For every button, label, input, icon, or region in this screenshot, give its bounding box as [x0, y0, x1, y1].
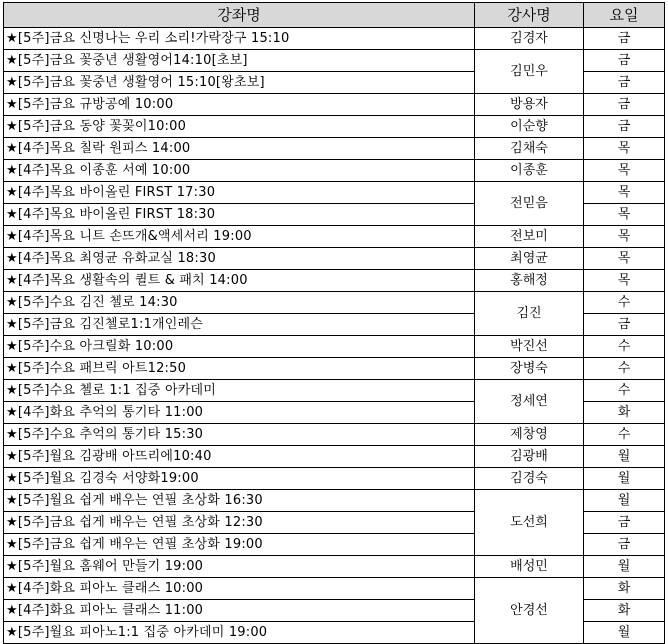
weekday-cell: 목	[584, 160, 665, 182]
weekday-cell: 금	[584, 534, 665, 556]
table-row	[4, 138, 665, 160]
table-row	[4, 270, 665, 292]
course-name-cell: ★[4주]목요 이종훈 서예 10:00	[4, 160, 475, 182]
teacher-name-cell: 이순향	[475, 116, 584, 138]
course-name-cell: ★[4주]목요 니트 손뜨개&액세서리 19:00	[4, 226, 475, 248]
teacher-name-cell: 이종훈	[475, 160, 584, 182]
course-name-cell: ★[5주]금요 규방공예 10:00	[4, 94, 475, 116]
teacher-name-cell: 김채숙	[475, 138, 584, 160]
table-row	[4, 578, 665, 600]
table-row	[4, 182, 665, 204]
course-schedule-table	[3, 2, 665, 644]
teacher-name-cell: 최영균	[475, 248, 584, 270]
course-name-cell: ★[5주]금요 쉽게 배우는 연필 초상화 19:00	[4, 534, 475, 556]
table-row	[4, 94, 665, 116]
column-header-teacher: 강사명	[475, 3, 584, 28]
course-name-cell: ★[5주]금요 꽃중년 생활영어14:10[초보]	[4, 50, 475, 72]
weekday-cell: 수	[584, 358, 665, 380]
teacher-name-cell: 김경자	[475, 28, 584, 50]
table-row	[4, 468, 665, 490]
weekday-cell: 화	[584, 402, 665, 424]
course-name-cell: ★[5주]금요 쉽게 배우는 연필 초상화 12:30	[4, 512, 475, 534]
table-row	[4, 380, 665, 402]
teacher-name-cell: 김진	[475, 292, 584, 336]
teacher-name-cell: 방용자	[475, 94, 584, 116]
weekday-cell: 수	[584, 380, 665, 402]
weekday-cell: 금	[584, 314, 665, 336]
table-row	[4, 490, 665, 512]
weekday-cell: 목	[584, 204, 665, 226]
course-name-cell: ★[5주]월요 홈웨어 만들기 19:00	[4, 556, 475, 578]
course-name-cell: ★[5주]수요 아크릴화 10:00	[4, 336, 475, 358]
table-row	[4, 336, 665, 358]
teacher-name-cell: 안경선	[475, 578, 584, 644]
weekday-cell: 월	[584, 446, 665, 468]
teacher-name-cell: 장병숙	[475, 358, 584, 380]
table-row	[4, 424, 665, 446]
weekday-cell: 금	[584, 512, 665, 534]
weekday-cell: 금	[584, 72, 665, 94]
table-row	[4, 116, 665, 138]
weekday-cell: 목	[584, 138, 665, 160]
weekday-cell: 수	[584, 336, 665, 358]
table-row	[4, 446, 665, 468]
table-row	[4, 292, 665, 314]
weekday-cell: 수	[584, 424, 665, 446]
weekday-cell: 목	[584, 182, 665, 204]
weekday-cell: 수	[584, 292, 665, 314]
weekday-cell: 월	[584, 622, 665, 644]
course-name-cell: ★[5주]수요 첼로 1:1 집중 아카데미	[4, 380, 475, 402]
course-name-cell: ★[5주]금요 신명나는 우리 소리!가락장구 15:10	[4, 28, 475, 50]
course-name-cell: ★[5주]월요 김광배 아뜨리에10:40	[4, 446, 475, 468]
teacher-name-cell: 도선희	[475, 490, 584, 556]
teacher-name-cell: 김민우	[475, 50, 584, 94]
course-name-cell: ★[4주]목요 최영균 유화교실 18:30	[4, 248, 475, 270]
table-row	[4, 28, 665, 50]
table-row	[4, 160, 665, 182]
weekday-cell: 금	[584, 50, 665, 72]
column-header-course: 강좌명	[4, 3, 475, 28]
teacher-name-cell: 전믿음	[475, 182, 584, 226]
weekday-cell: 월	[584, 490, 665, 512]
course-name-cell: ★[5주]금요 꽃중년 생활영어 15:10[왕초보]	[4, 72, 475, 94]
weekday-cell: 화	[584, 600, 665, 622]
course-name-cell: ★[5주]수요 패브릭 아트12:50	[4, 358, 475, 380]
table-row	[4, 248, 665, 270]
course-name-cell: ★[5주]월요 쉽게 배우는 연필 초상화 16:30	[4, 490, 475, 512]
column-header-day: 요일	[584, 3, 665, 28]
table-body	[4, 28, 665, 644]
teacher-name-cell: 김광배	[475, 446, 584, 468]
teacher-name-cell: 김경숙	[475, 468, 584, 490]
teacher-name-cell: 전보미	[475, 226, 584, 248]
teacher-name-cell: 홍해정	[475, 270, 584, 292]
weekday-cell: 화	[584, 578, 665, 600]
course-name-cell: ★[5주]수요 김진 첼로 14:30	[4, 292, 475, 314]
weekday-cell: 월	[584, 468, 665, 490]
teacher-name-cell: 배성민	[475, 556, 584, 578]
course-name-cell: ★[4주]목요 생활속의 퀼트 & 패치 14:00	[4, 270, 475, 292]
course-name-cell: ★[4주]목요 바이올린 FIRST 18:30	[4, 204, 475, 226]
course-name-cell: ★[5주]금요 동양 꽃꽂이10:00	[4, 116, 475, 138]
course-name-cell: ★[4주]목요 칠락 원피스 14:00	[4, 138, 475, 160]
weekday-cell: 금	[584, 116, 665, 138]
course-name-cell: ★[5주]월요 김경숙 서양화19:00	[4, 468, 475, 490]
table-row	[4, 358, 665, 380]
teacher-name-cell: 박진선	[475, 336, 584, 358]
weekday-cell: 목	[584, 248, 665, 270]
teacher-name-cell: 제창영	[475, 424, 584, 446]
table-row	[4, 556, 665, 578]
table-row	[4, 226, 665, 248]
table-header-row	[4, 3, 665, 28]
course-name-cell: ★[5주]월요 피아노1:1 집중 아카데미 19:00	[4, 622, 475, 644]
course-name-cell: ★[4주]화요 피아노 클래스 10:00	[4, 578, 475, 600]
weekday-cell: 목	[584, 270, 665, 292]
weekday-cell: 금	[584, 94, 665, 116]
course-name-cell: ★[5주]수요 추억의 통기타 15:30	[4, 424, 475, 446]
table-row	[4, 50, 665, 72]
course-name-cell: ★[4주]화요 추억의 통기타 11:00	[4, 402, 475, 424]
course-name-cell: ★[4주]목요 바이올린 FIRST 17:30	[4, 182, 475, 204]
course-name-cell: ★[5주]금요 김진첼로1:1개인레슨	[4, 314, 475, 336]
course-table-container	[3, 2, 665, 644]
weekday-cell: 월	[584, 556, 665, 578]
weekday-cell: 목	[584, 226, 665, 248]
teacher-name-cell: 정세연	[475, 380, 584, 424]
weekday-cell: 금	[584, 28, 665, 50]
course-name-cell: ★[4주]화요 피아노 클래스 11:00	[4, 600, 475, 622]
